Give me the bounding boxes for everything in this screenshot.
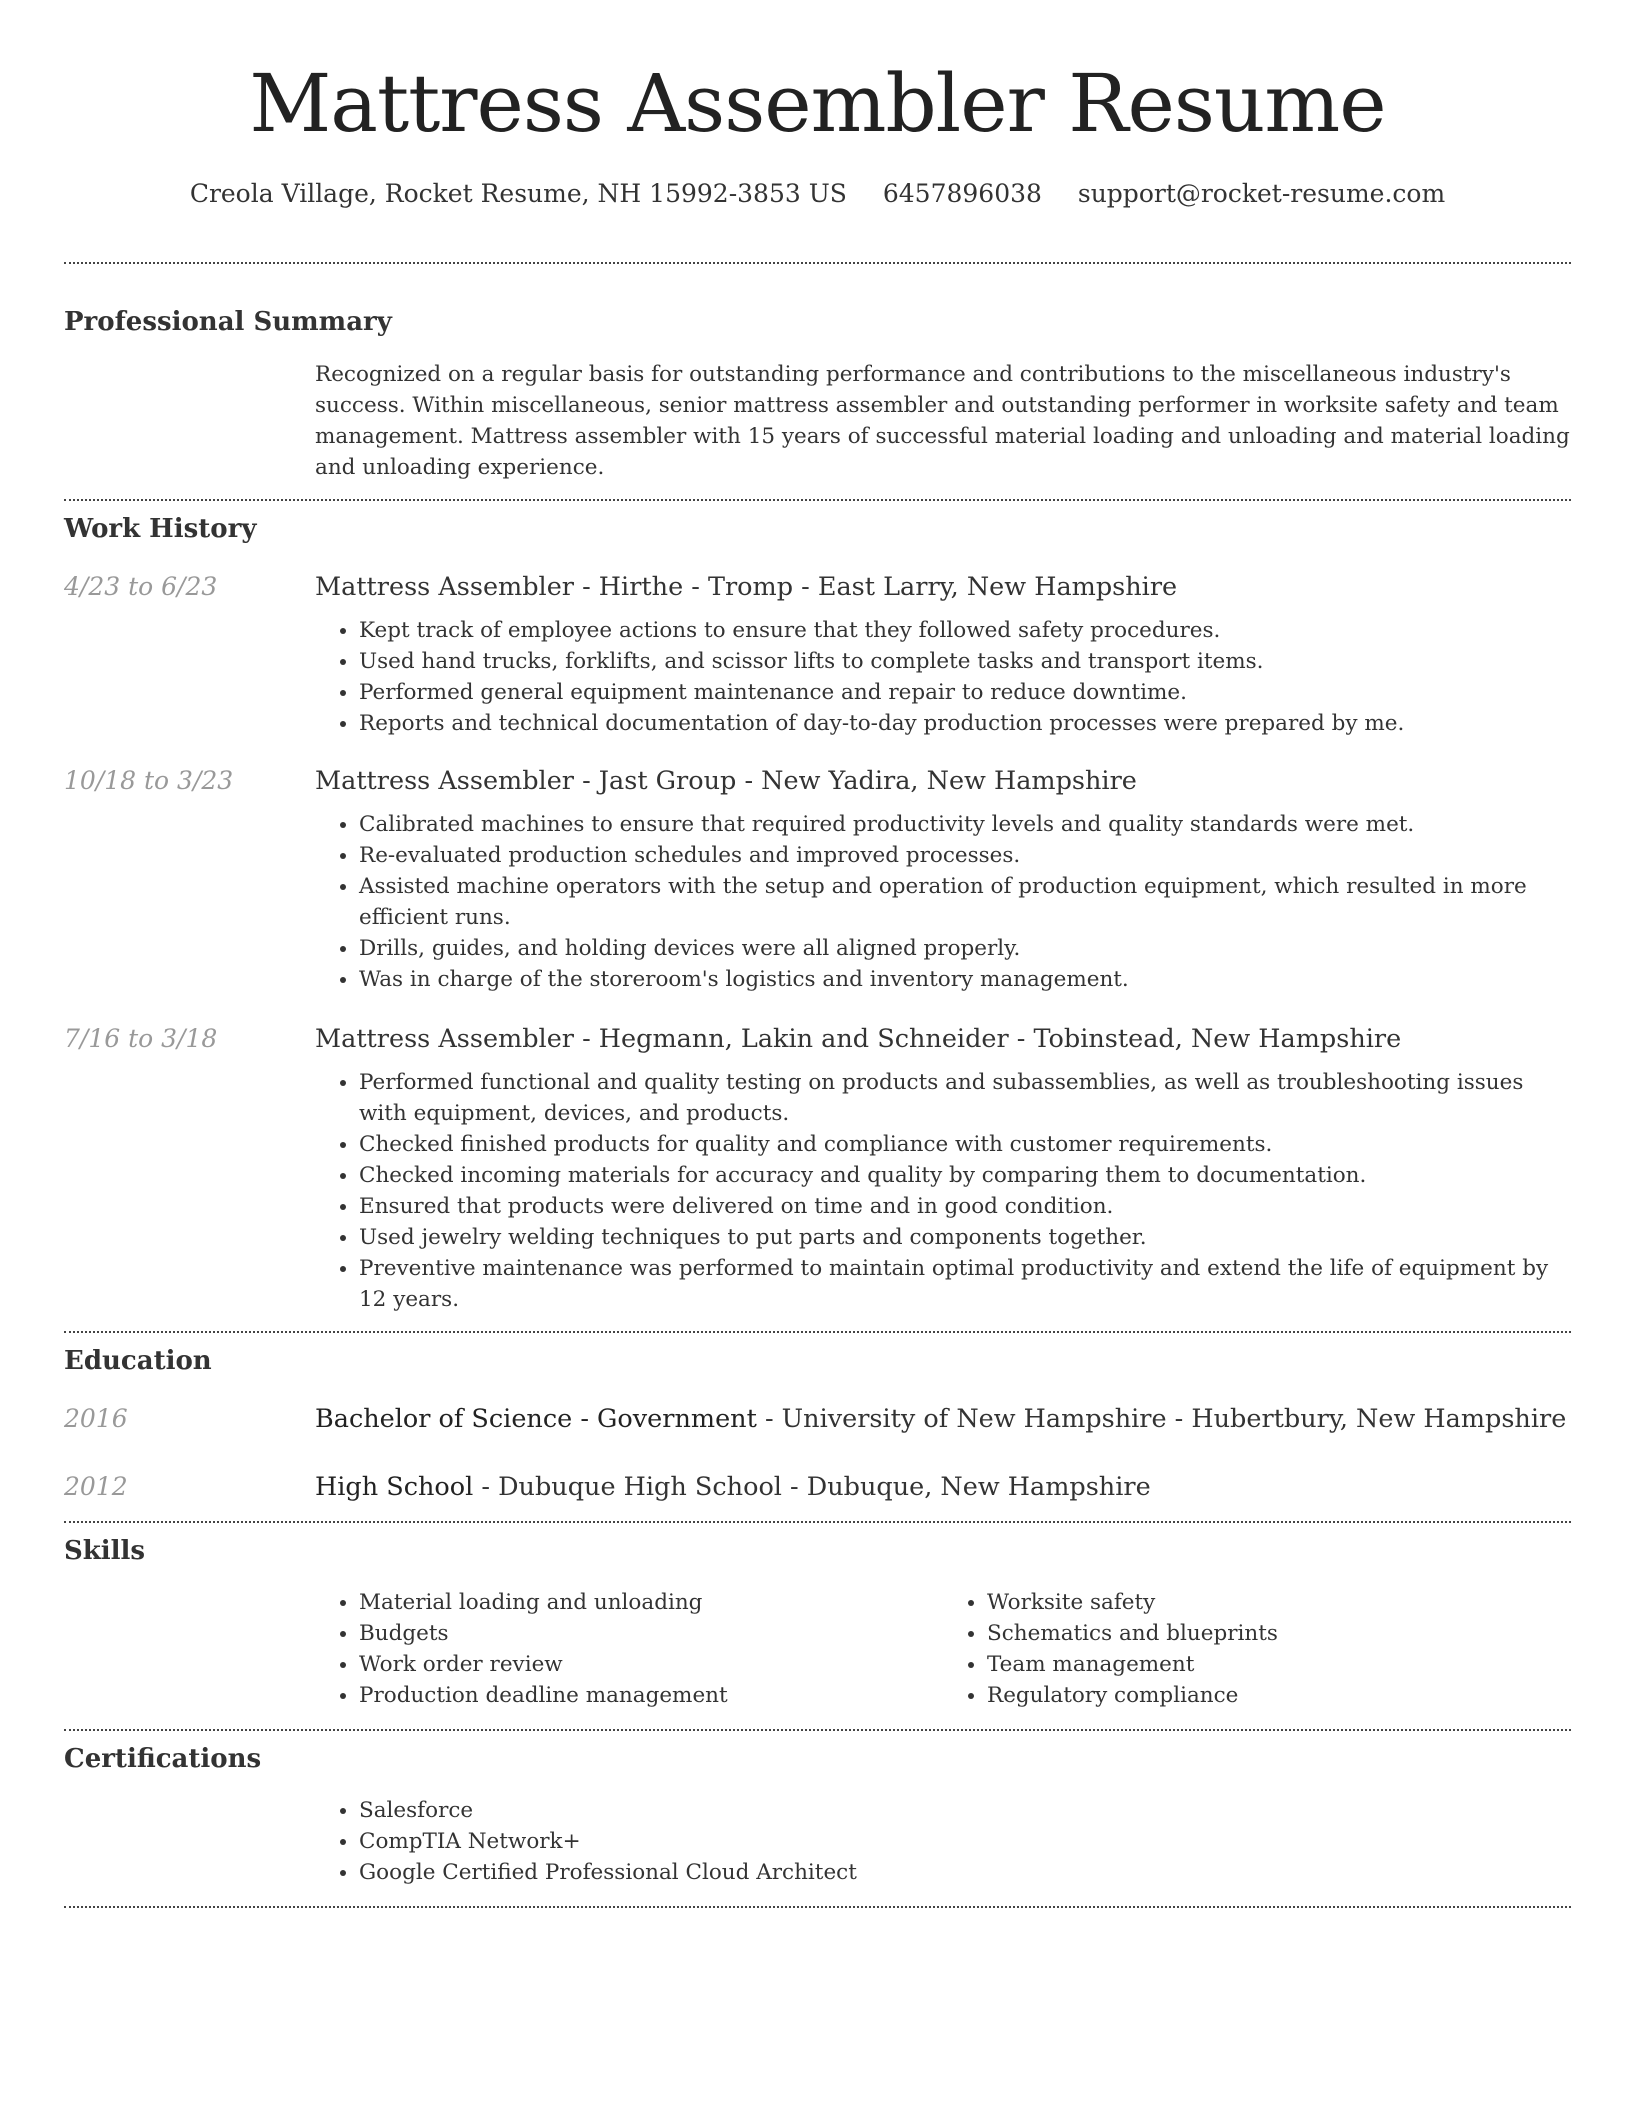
- section-heading-summary: Professional Summary: [64, 307, 392, 337]
- resume-page: [64, 0, 1571, 1908]
- skill-item: • Regulatory compliance: [987, 1680, 1571, 1711]
- skills-list-right: [943, 1587, 1571, 1711]
- job-bullet: • Ensured that products were delivered on time and in good condition.: [359, 1191, 1571, 1222]
- skill-item: • Schematics and blueprints: [987, 1618, 1571, 1649]
- job-bullets: [315, 809, 1571, 995]
- skills-list-left: [315, 1587, 943, 1711]
- job-title: Mattress Assembler - Hegmann, Lakin and Schneider - Tobinstead, New Hampshire: [315, 1024, 1402, 1054]
- section-heading-education: Education: [64, 1346, 212, 1376]
- job-dates: 4/23 to 6/23: [64, 572, 218, 601]
- job-dates: 7/16 to 3/18: [64, 1024, 218, 1053]
- job-bullet: • Was in charge of the storeroom's logistics and inventory management.: [359, 964, 1571, 995]
- education-entry: [64, 1469, 1571, 1505]
- summary-section: [64, 304, 1571, 483]
- work-history-section: [64, 511, 1571, 1315]
- job-bullets: [315, 1067, 1571, 1315]
- skill-item: • Team management: [987, 1649, 1571, 1680]
- contact-email: support@rocket-resume.com: [1077, 179, 1446, 208]
- skill-item: • Work order review: [359, 1649, 943, 1680]
- divider: [64, 1729, 1571, 1731]
- skill-item: • Production deadline management: [359, 1680, 943, 1711]
- divider: [64, 499, 1571, 501]
- education-degree: High School: [315, 1472, 474, 1502]
- education-school: - University of New Hampshire - Hubertbury, New Hampshire: [756, 1404, 1567, 1434]
- job-dates: 10/18 to 3/23: [64, 766, 234, 795]
- job-bullet: • Kept track of employee actions to ensure that they followed safety procedures.: [359, 615, 1571, 646]
- section-heading-certifications: Certifications: [64, 1744, 262, 1774]
- education-section: [64, 1343, 1571, 1505]
- divider: [64, 1521, 1571, 1523]
- job-title: Mattress Assembler - Hirthe - Tromp - East Larry, New Hampshire: [315, 572, 1178, 602]
- job-entry: [64, 1021, 1571, 1315]
- certifications-list: [315, 1795, 1571, 1888]
- contact-line: [64, 176, 1571, 212]
- divider: [64, 262, 1571, 264]
- job-entry: [64, 763, 1571, 995]
- skill-item: • Worksite safety: [987, 1587, 1571, 1618]
- certification-item: • Google Certified Professional Cloud Architect: [359, 1857, 1571, 1888]
- education-year: 2012: [64, 1472, 128, 1501]
- section-heading-work-history: Work History: [64, 514, 257, 544]
- job-bullet: • Preventive maintenance was performed to maintain optimal productivity and extend the life of equipment by 12 years.: [359, 1253, 1571, 1315]
- job-bullet: • Checked incoming materials for accuracy and quality by comparing them to documentation.: [359, 1160, 1571, 1191]
- contact-phone: 6457896038: [882, 179, 1042, 208]
- education-entry: [64, 1401, 1571, 1437]
- resume-title: Mattress Assembler Resume: [249, 57, 1386, 150]
- job-bullet: • Checked finished products for quality and compliance with customer requirements.: [359, 1129, 1571, 1160]
- job-bullet: • Performed functional and quality testing on products and subassemblies, as well as troubleshooting issues with equipment, devices, and products.: [359, 1067, 1571, 1129]
- job-bullet: • Used jewelry welding techniques to put parts and components together.: [359, 1222, 1571, 1253]
- job-bullet: • Re-evaluated production schedules and improved processes.: [359, 840, 1571, 871]
- certification-item: • CompTIA Network+: [359, 1826, 1571, 1857]
- summary-text: Recognized on a regular basis for outstanding performance and contributions to the miscellaneous industry's success. Within miscellaneous, senior mattress assembler and outstanding performer in worksite safety and team management. Mattress assembler with 15 years of successful material loading and unloading and material loading and unloading experience.: [315, 362, 1570, 480]
- job-bullets: [315, 615, 1571, 739]
- job-entry: [64, 569, 1571, 739]
- skills-section: [64, 1533, 1571, 1711]
- education-school: - Dubuque High School - Dubuque, New Hampshire: [473, 1472, 1151, 1502]
- section-heading-skills: Skills: [64, 1536, 146, 1566]
- certifications-section: [64, 1741, 1571, 1888]
- contact-address: Creola Village, Rocket Resume, NH 15992-3853 US: [189, 179, 847, 208]
- job-bullet: • Performed general equipment maintenance and repair to reduce downtime.: [359, 677, 1571, 708]
- job-bullet: • Assisted machine operators with the setup and operation of production equipment, which resulted in more efficient runs.: [359, 871, 1571, 933]
- divider: [64, 1331, 1571, 1333]
- education-degree: Bachelor of Science - Government: [315, 1404, 757, 1434]
- job-bullet: • Used hand trucks, forklifts, and scissor lifts to complete tasks and transport items.: [359, 646, 1571, 677]
- job-bullet: • Drills, guides, and holding devices were all aligned properly.: [359, 933, 1571, 964]
- job-bullet: • Reports and technical documentation of day-to-day production processes were prepared by me.: [359, 708, 1571, 739]
- divider: [64, 1906, 1571, 1908]
- skill-item: • Budgets: [359, 1618, 943, 1649]
- skill-item: • Material loading and unloading: [359, 1587, 943, 1618]
- job-bullet: • Calibrated machines to ensure that required productivity levels and quality standards were met.: [359, 809, 1571, 840]
- job-title: Mattress Assembler - Jast Group - New Yadira, New Hampshire: [315, 766, 1137, 796]
- certification-item: • Salesforce: [359, 1795, 1571, 1826]
- education-year: 2016: [64, 1404, 128, 1433]
